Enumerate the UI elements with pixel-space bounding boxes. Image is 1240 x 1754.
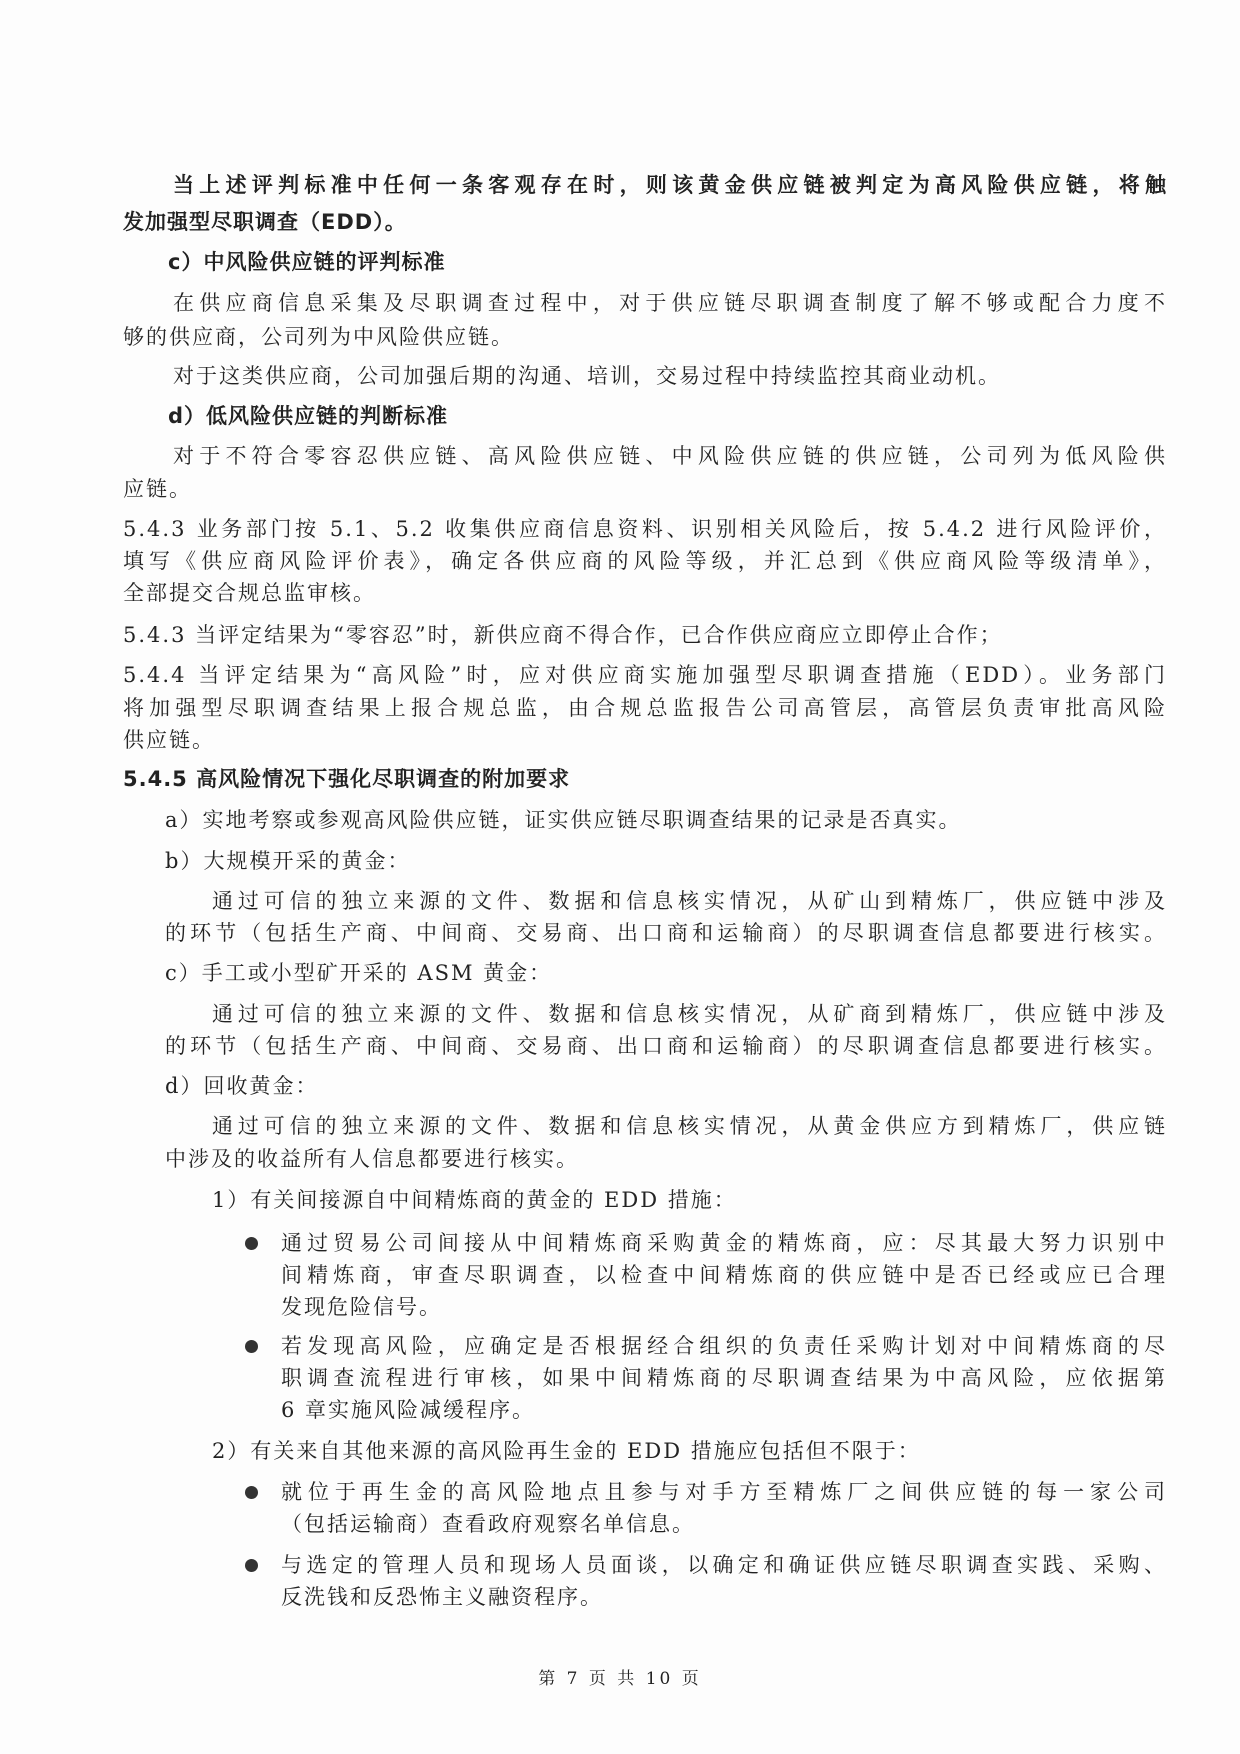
text-line: 通过贸易公司间接从中间精炼商采购黄金的精炼商，应：尽其最大努力识别中 bbox=[281, 1231, 1167, 1255]
page-footer: 第 7 页 共 10 页 bbox=[538, 1669, 702, 1689]
text-line: 填写《供应商风险评价表》，确定各供应商的风险等级，并汇总到《供应商风险等级清单》， bbox=[123, 549, 1167, 573]
text-line: a）实地考察或参观高风险供应链，证实供应链尽职调查结果的记录是否真实。 bbox=[165, 808, 962, 832]
text-line: 在供应商信息采集及尽职调查过程中，对于供应链尽职调查制度了解不够或配合力度不 bbox=[173, 291, 1167, 315]
text-line: 的环节（包括生产商、中间商、交易商、出口商和运输商）的尽职调查信息都要进行核实。 bbox=[165, 1034, 1167, 1058]
text-line: c）手工或小型矿开采的 ASM 黄金： bbox=[165, 961, 553, 985]
text-line: 6 章实施风险减缓程序。 bbox=[281, 1398, 536, 1422]
text-line: 若发现高风险，应确定是否根据经合组织的负责任采购计划对中间精炼商的尽 bbox=[281, 1334, 1167, 1358]
text-line: d）回收黄金： bbox=[165, 1074, 319, 1098]
text-line: 2）有关来自其他来源的高风险再生金的 EDD 措施应包括但不限于： bbox=[212, 1439, 921, 1463]
text-line: 5.4.4 当评定结果为“高风险”时，应对供应商实施加强型尽职调查措施（EDD）。业务部门 bbox=[123, 663, 1167, 687]
text-line: 通过可信的独立来源的文件、数据和信息核实情况，从矿商到精炼厂，供应链中涉及 bbox=[212, 1002, 1167, 1026]
text-line: b）大规模开采的黄金： bbox=[165, 849, 411, 873]
text-line: 对于这类供应商，公司加强后期的沟通、培训，交易过程中持续监控其商业动机。 bbox=[173, 364, 1001, 388]
text-line: （包括运输商）查看政府观察名单信息。 bbox=[281, 1512, 695, 1536]
bullet-icon bbox=[245, 1486, 258, 1499]
bullet-icon bbox=[245, 1559, 258, 1572]
text-line: 应链。 bbox=[123, 477, 192, 501]
text-line: 全部提交合规总监审核。 bbox=[123, 581, 376, 605]
text-line: 供应链。 bbox=[123, 728, 215, 752]
section-heading-line: c）中风险供应链的评判标准 bbox=[168, 250, 446, 274]
section-heading-line: 发加强型尽职调查（EDD）。 bbox=[123, 210, 407, 234]
bullet-icon bbox=[245, 1340, 258, 1353]
bullet-icon bbox=[245, 1237, 258, 1250]
text-line: 将加强型尽职调查结果上报合规总监，由合规总监报告公司高管层，高管层负责审批高风险 bbox=[123, 696, 1167, 720]
text-line: 中涉及的收益所有人信息都要进行核实。 bbox=[165, 1147, 579, 1171]
text-line: 的环节（包括生产商、中间商、交易商、出口商和运输商）的尽职调查信息都要进行核实。 bbox=[165, 921, 1167, 945]
text-line: 间精炼商，审查尽职调查，以检查中间精炼商的供应链中是否已经或应已合理 bbox=[281, 1263, 1167, 1287]
text-line: 职调查流程进行审核，如果中间精炼商的尽职调查结果为中高风险，应依据第 bbox=[281, 1366, 1167, 1390]
text-line: 5.4.3 当评定结果为“零容忍”时，新供应商不得合作，已合作供应商应立即停止合作； bbox=[123, 623, 1003, 647]
text-line: 通过可信的独立来源的文件、数据和信息核实情况，从矿山到精炼厂，供应链中涉及 bbox=[212, 889, 1167, 913]
section-heading-line: 5.4.5 高风险情况下强化尽职调查的附加要求 bbox=[123, 767, 571, 791]
text-line: 发现危险信号。 bbox=[281, 1295, 442, 1319]
section-heading-line: d）低风险供应链的判断标准 bbox=[168, 404, 449, 428]
text-line: 1）有关间接源自中间精炼商的黄金的 EDD 措施： bbox=[212, 1188, 737, 1212]
text-line: 反洗钱和反恐怖主义融资程序。 bbox=[281, 1585, 603, 1609]
text-line: 够的供应商，公司列为中风险供应链。 bbox=[123, 325, 514, 349]
text-line: 5.4.3 业务部门按 5.1、5.2 收集供应商信息资料、识别相关风险后，按 5.4.2 进行风险评价， bbox=[123, 517, 1167, 541]
text-line: 就位于再生金的高风险地点且参与对手方至精炼厂之间供应链的每一家公司 bbox=[281, 1480, 1167, 1504]
text-line: 对于不符合零容忍供应链、高风险供应链、中风险供应链的供应链，公司列为低风险供 bbox=[173, 444, 1167, 468]
section-heading-line: 当上述评判标准中任何一条客观存在时，则该黄金供应链被判定为高风险供应链，将触 bbox=[173, 173, 1167, 197]
text-line: 通过可信的独立来源的文件、数据和信息核实情况，从黄金供应方到精炼厂，供应链 bbox=[212, 1114, 1167, 1138]
text-line: 与选定的管理人员和现场人员面谈，以确定和确证供应链尽职调查实践、采购、 bbox=[281, 1553, 1167, 1577]
